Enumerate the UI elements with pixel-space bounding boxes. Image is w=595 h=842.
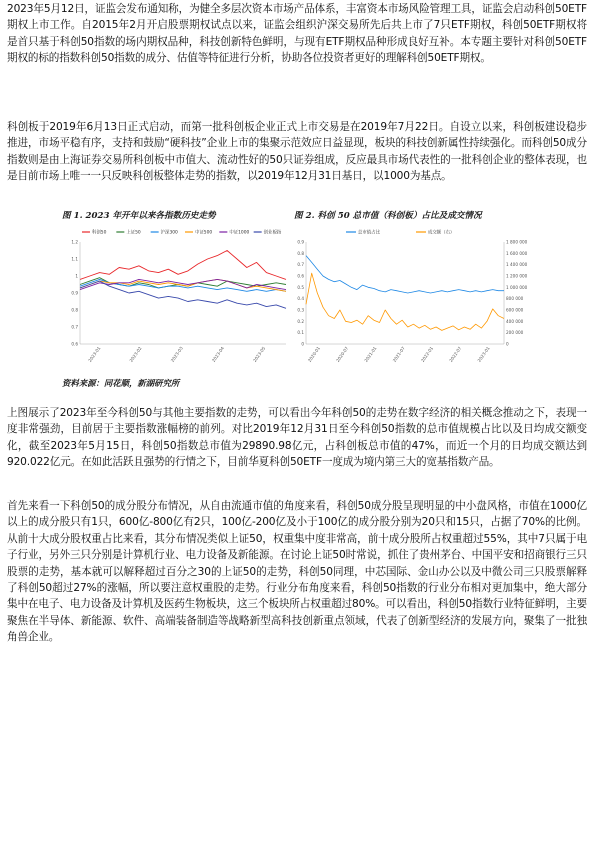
y-tick-label-8: 0.1 — [297, 330, 304, 336]
figure-panel — [58, 206, 545, 392]
market-cap-share-svg — [292, 226, 545, 374]
y-tick-label-3: 0.6 — [297, 273, 304, 279]
x-tick-label-3: 2021-07 — [391, 345, 406, 363]
y-tick-label-9: 0 — [301, 341, 304, 347]
y-tick-label-1: 0.8 — [297, 250, 304, 256]
y-tick-label-0: 0.9 — [297, 239, 304, 245]
y2-tick-label-8: 200 000 — [506, 330, 524, 336]
x-tick-label-1: 2020-07 — [335, 345, 350, 363]
x-tick-label-6: 2023-01 — [476, 345, 491, 363]
y-tick-label-2: 0.7 — [297, 262, 304, 268]
legend-label-5: 创业板指 — [263, 230, 282, 236]
x-tick-label-2: 2021-01 — [363, 345, 378, 363]
y-tick-label-5: 0.4 — [297, 296, 304, 302]
chart-title-index-history: 图 1. 2023 年开年以来各指数历史走势 — [62, 211, 216, 221]
y-tick-label-7: 0.2 — [297, 318, 304, 324]
legend-label-0: 科创50 — [92, 230, 107, 236]
paragraph-constituents: 首先来看一下科创50的成分股分布情况，从自由流通市值的角度来看，科创50成分股呈现明显的中小盘风格，市值在1000亿以上的成分股只有1只，600亿-800亿有2只，100亿-200亿及小于100亿的成分股分别为20只和15只，占据了70%的比例。从前十大成分股权重占比来看，其分布情况类似上证50，权重集中度非常高，前十成分股所占权重超过55%，其中7只属于电子行业，另外三只分别是计算机行业、电力设备及新能源。在讨论上证50时常说，抓住了贵州茅台、中国平安和招商银行三只股票的走势，基本就可以解释超过百分之30的上证50的走势，科创50同理，中芯国际、金山办公以及中微公司三只股票解释了科创50超过27%的涨幅，所以要注意权重股的走势。行业分布角度来看，科创50指数的行业分布相对更加集中，绝大部分集中在电子、电力设备及计算机及医药生物板块，这三个板块所占权重超过80%。可以看出，科创50指数行业特征鲜明，主要聚焦在半导体、新能源、软件、高端装备制造等战略新型高科技创新重点领域，代表了创新型经济的发展方向，聚集了一批独角兽企业。 — [7, 500, 587, 644]
y-tick-label-0: 1.2 — [71, 239, 78, 245]
y-tick-label-2: 1 — [75, 273, 78, 279]
chart-title-market-cap-share: 图 2. 科创 50 总市值（科创板）占比及成交情况 — [294, 211, 482, 221]
chart-market-cap-share — [292, 206, 545, 374]
y2-tick-label-5: 800 000 — [506, 296, 524, 302]
y-tick-label-6: 0.6 — [71, 341, 78, 347]
legend-label-2: 沪深300 — [160, 230, 178, 236]
x-tick-label-5: 2022-07 — [448, 345, 463, 363]
series-line-4 — [80, 279, 286, 289]
x-tick-label-4: 2022-01 — [419, 345, 435, 363]
x-tick-label-3: 2023-04 — [210, 345, 226, 363]
chart-index-history — [60, 206, 292, 374]
legend-label-0: 总市值占比 — [358, 230, 380, 236]
legend-label-3: 中证500 — [195, 230, 213, 236]
x-tick-label-0: 2023-01 — [87, 345, 102, 363]
y-tick-label-3: 0.9 — [71, 290, 78, 296]
y2-tick-label-1: 1 600 000 — [506, 250, 528, 256]
y-tick-label-4: 0.8 — [71, 307, 78, 313]
index-history-svg — [60, 226, 292, 374]
series-line-0 — [306, 256, 504, 293]
y-tick-label-5: 0.7 — [71, 324, 78, 330]
x-tick-label-0: 2020-01 — [306, 345, 321, 363]
y2-tick-label-2: 1 400 000 — [506, 262, 528, 268]
paragraph-chart-discussion: 上图展示了2023年至今科创50与其他主要指数的走势，可以看出今年科创50的走势在数字经济的相关概念推动之下，表现一度非常强劲，目前居于主要指数涨幅榜的前列。对比2019年12月31日至今科创50指数的总市值规模占比以及日均成交额变化，截至2023年5月15日，科创50指数总市值为29890.98亿元，占科创板总市值的47%，而近一个月的日均成交额达到920.022亿元。在如此活跃且强势的行情之下，目前华夏科创50ETF一度成为境内第三大的宽基指数产品。 — [7, 407, 587, 469]
y2-tick-label-0: 1 800 000 — [506, 239, 528, 245]
y-tick-label-1: 1.1 — [71, 256, 78, 262]
y2-tick-label-3: 1 200 000 — [506, 273, 528, 279]
legend-label-1: 成交额（右） — [428, 230, 455, 236]
paragraph-intro: 2023年5月12日，证监会发布通知称，为健全多层次资本市场产品体系，丰富资本市场风险管理工具，证监会启动科创50ETF期权上市工作。自2015年2月开启股票期权试点以来，证监会组织沪深交易所先后共上市了7只ETF期权，科创50ETF期权将是首只基于科创50指数的场内期权品种，科技创新特色鲜明，与现有ETF期权品种形成良好互补。本专题主要针对科创50ETF期权的标的指数科创50指数的成分、估值等特征进行分析，协助各位投资者更好的理解科创50ETF期权。 — [7, 3, 587, 65]
y-tick-label-4: 0.5 — [297, 284, 304, 290]
y2-tick-label-6: 600 000 — [506, 307, 524, 313]
figure-source: 资料来源：同花顺，新湖研究所 — [62, 378, 180, 388]
y2-tick-label-9: 0 — [506, 341, 509, 347]
legend-label-4: 中证1000 — [229, 230, 250, 236]
y2-tick-label-4: 1 000 000 — [506, 284, 528, 290]
x-tick-label-2: 2023-03 — [169, 345, 184, 363]
paragraph-star-market: 科创板于2019年6月13日正式启动，而第一批科创板企业正式上市交易是在2019年7月22日。自设立以来，科创板建设稳步推进，市场平稳有序，支持和鼓励“硬科技”企业上市的集聚示范效应日益显现，板块的科技创新属性持续强化。而科创50成分指数则是由上海证券交易所科创板中市值大、流动性好的50只证券组成，反应最具市场代表性的一批科创企业的整体表现，也是目前市场上唯一一只反映科创板整体走势的指数，以2019年12月31日基日，以1000为基点。 — [7, 121, 587, 183]
series-line-0 — [80, 251, 286, 280]
x-tick-label-4: 2023-05 — [252, 345, 267, 363]
x-tick-label-1: 2023-02 — [128, 345, 143, 363]
legend-label-1: 上证50 — [126, 230, 141, 236]
y-tick-label-6: 0.3 — [297, 307, 304, 313]
y2-tick-label-7: 400 000 — [506, 318, 524, 324]
